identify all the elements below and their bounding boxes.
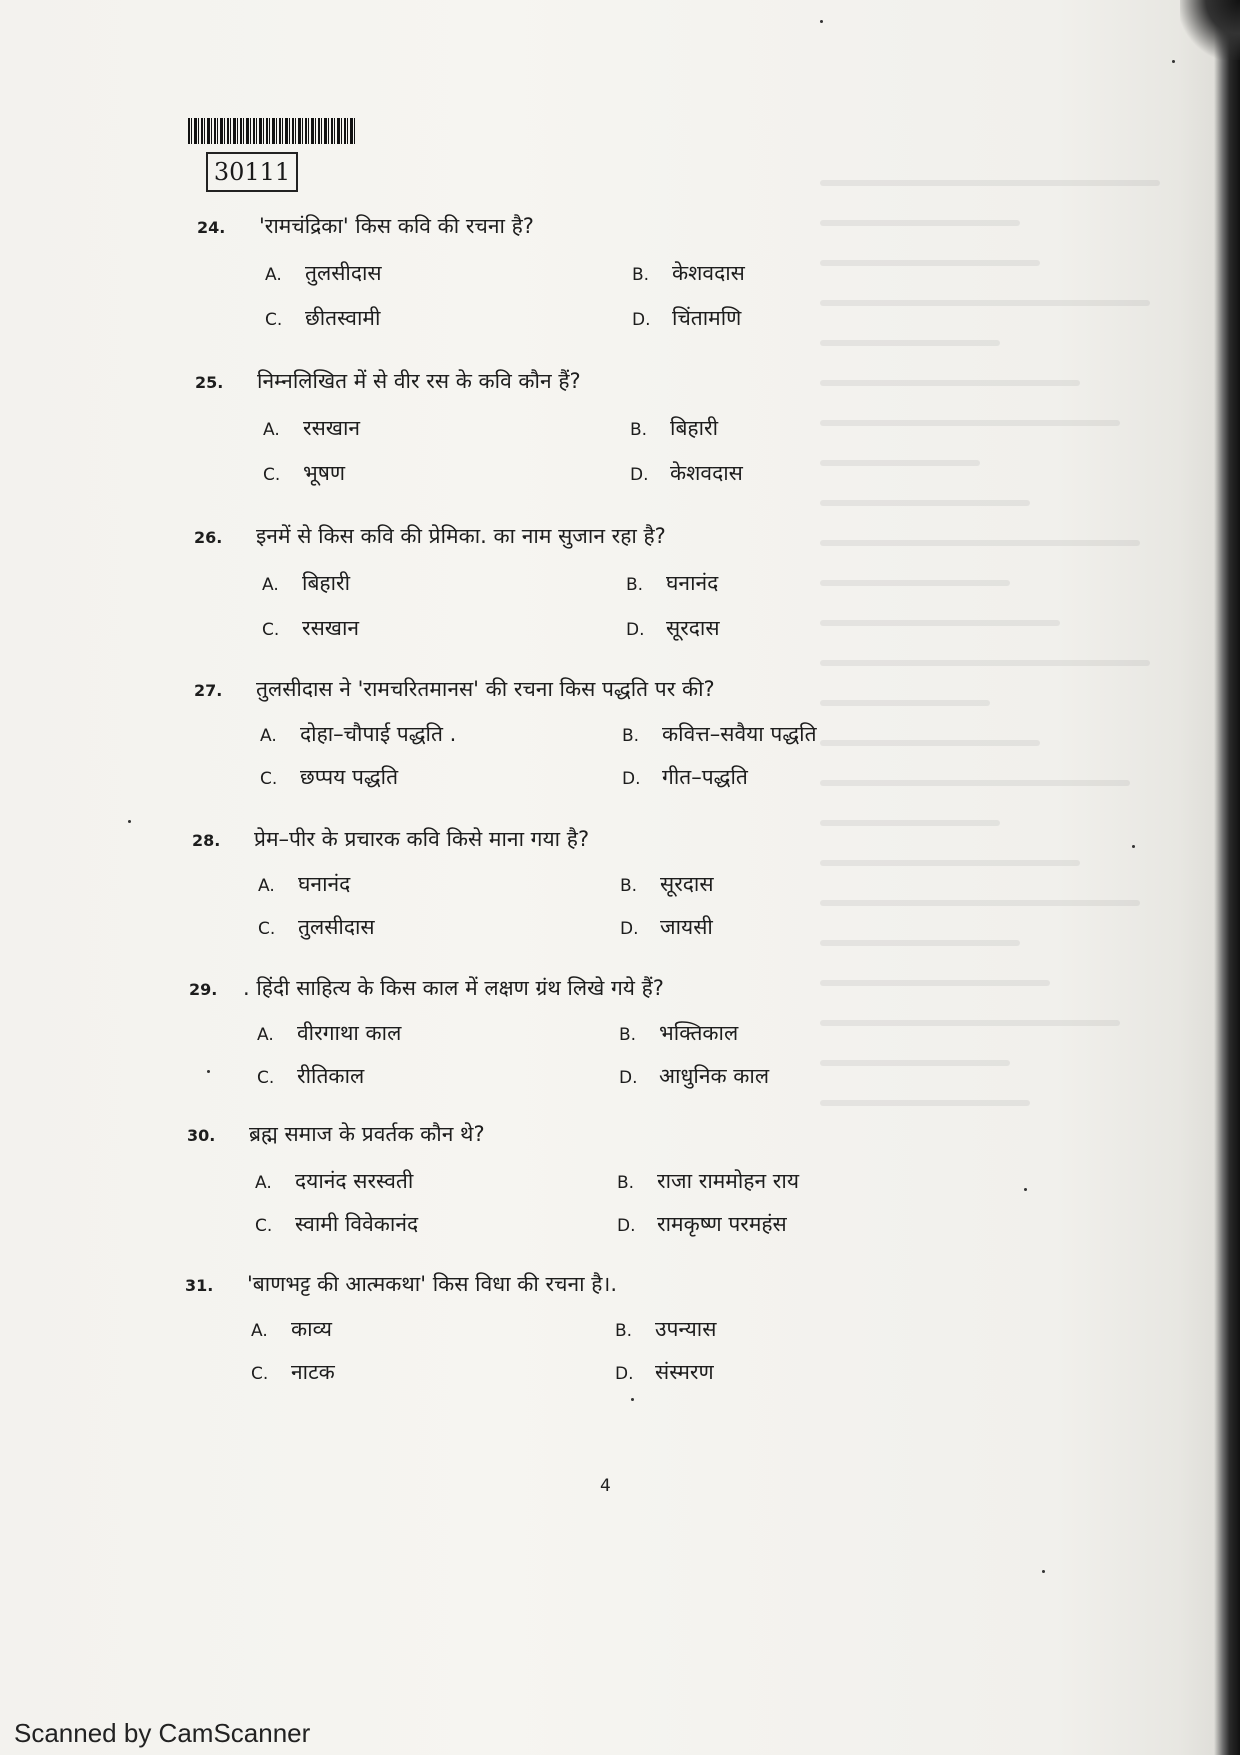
question-number: 31. [185, 1276, 214, 1295]
option-b: B. राजा राममोहन राय [617, 1169, 799, 1193]
option-b: B. उपन्यास [615, 1317, 717, 1341]
option-c: C. तुलसीदास [258, 915, 375, 939]
option-a: A. वीरगाथा काल [257, 1021, 402, 1045]
option-d: D. जायसी [620, 915, 713, 939]
question-text: 'रामचंद्रिका' किस कवि की रचना है? [259, 214, 534, 238]
option-d: D. गीत–पद्धति [622, 765, 748, 789]
binding-edge [1214, 0, 1240, 1755]
option-b: B. कवित्त–सवैया पद्धति [622, 722, 817, 746]
option-c: C. रीतिकाल [257, 1064, 365, 1088]
option-c: C. स्वामी विवेकानंद [255, 1212, 419, 1236]
scan-speck [1024, 1188, 1027, 1191]
question-30 [187, 1120, 967, 1250]
question-text: 'बाणभट्ट की आत्मकथा' किस विधा की रचना है।. [247, 1272, 617, 1296]
question-number: 28. [192, 831, 221, 850]
scan-speck [1042, 1570, 1045, 1573]
scan-speck [631, 1398, 634, 1401]
option-a: A. घनानंद [258, 872, 351, 896]
option-d: D. चिंतामणि [632, 306, 742, 330]
option-c: C. नाटक [251, 1360, 335, 1384]
option-a: A. काव्य [251, 1317, 332, 1341]
paper-code: 30111 [206, 152, 298, 192]
question-number: 24. [197, 218, 226, 237]
scanner-watermark: Scanned by CamScanner [14, 1718, 311, 1748]
question-27 [194, 675, 974, 805]
option-b: B. सूरदास [620, 872, 714, 896]
scan-speck [820, 20, 823, 23]
question-text: . हिंदी साहित्य के किस काल में लक्षण ग्रंथ लिखे गये हैं? [243, 976, 664, 1000]
question-number: 25. [195, 373, 224, 392]
option-d: D. सूरदास [626, 616, 720, 640]
option-c: C. छप्पय पद्धति [260, 765, 399, 789]
question-text: इनमें से किस कवि की प्रेमिका. का नाम सुजान रहा है? [256, 524, 666, 548]
option-d: D. रामकृष्ण परमहंस [617, 1212, 787, 1236]
scan-speck [128, 820, 131, 823]
option-c: C. भूषण [263, 461, 346, 485]
question-26 [194, 522, 974, 652]
question-31 [185, 1270, 965, 1400]
scan-speck [1132, 845, 1135, 848]
question-text: प्रेम–पीर के प्रचारक कवि किसे माना गया है? [254, 827, 590, 851]
option-a: A. दोहा–चौपाई पद्धति . [260, 722, 457, 746]
question-29 [189, 974, 969, 1104]
question-25 [195, 367, 975, 497]
option-d: D. आधुनिक काल [619, 1064, 770, 1088]
option-b: B. बिहारी [630, 416, 719, 440]
question-24 [197, 212, 977, 342]
option-c: C. छीतस्वामी [265, 306, 381, 330]
scan-speck [1172, 60, 1175, 63]
option-a: A. रसखान [263, 416, 361, 440]
binding-corner [1180, 0, 1240, 60]
option-a: A. दयानंद सरस्वती [255, 1169, 414, 1193]
question-text: तुलसीदास ने 'रामचरितमानस' की रचना किस पद्धति पर की? [256, 677, 715, 701]
option-b: B. भक्तिकाल [619, 1021, 739, 1045]
option-b: B. घनानंद [626, 571, 719, 595]
barcode [188, 118, 356, 144]
question-number: 30. [187, 1126, 216, 1145]
page-number: 4 [600, 1476, 611, 1496]
option-b: B. केशवदास [632, 261, 745, 285]
question-number: 26. [194, 528, 223, 547]
option-d: D. केशवदास [630, 461, 743, 485]
option-d: D. संस्मरण [615, 1360, 714, 1384]
question-text: ब्रह्म समाज के प्रवर्तक कौन थे? [249, 1122, 485, 1146]
question-28 [192, 825, 972, 955]
question-text: निम्नलिखित में से वीर रस के कवि कौन हैं? [257, 369, 581, 393]
option-c: C. रसखान [262, 616, 360, 640]
option-a: A. तुलसीदास [265, 261, 382, 285]
option-a: A. बिहारी [262, 571, 351, 595]
question-number: 29. [189, 980, 218, 999]
scan-speck [207, 1070, 210, 1073]
question-number: 27. [194, 681, 223, 700]
